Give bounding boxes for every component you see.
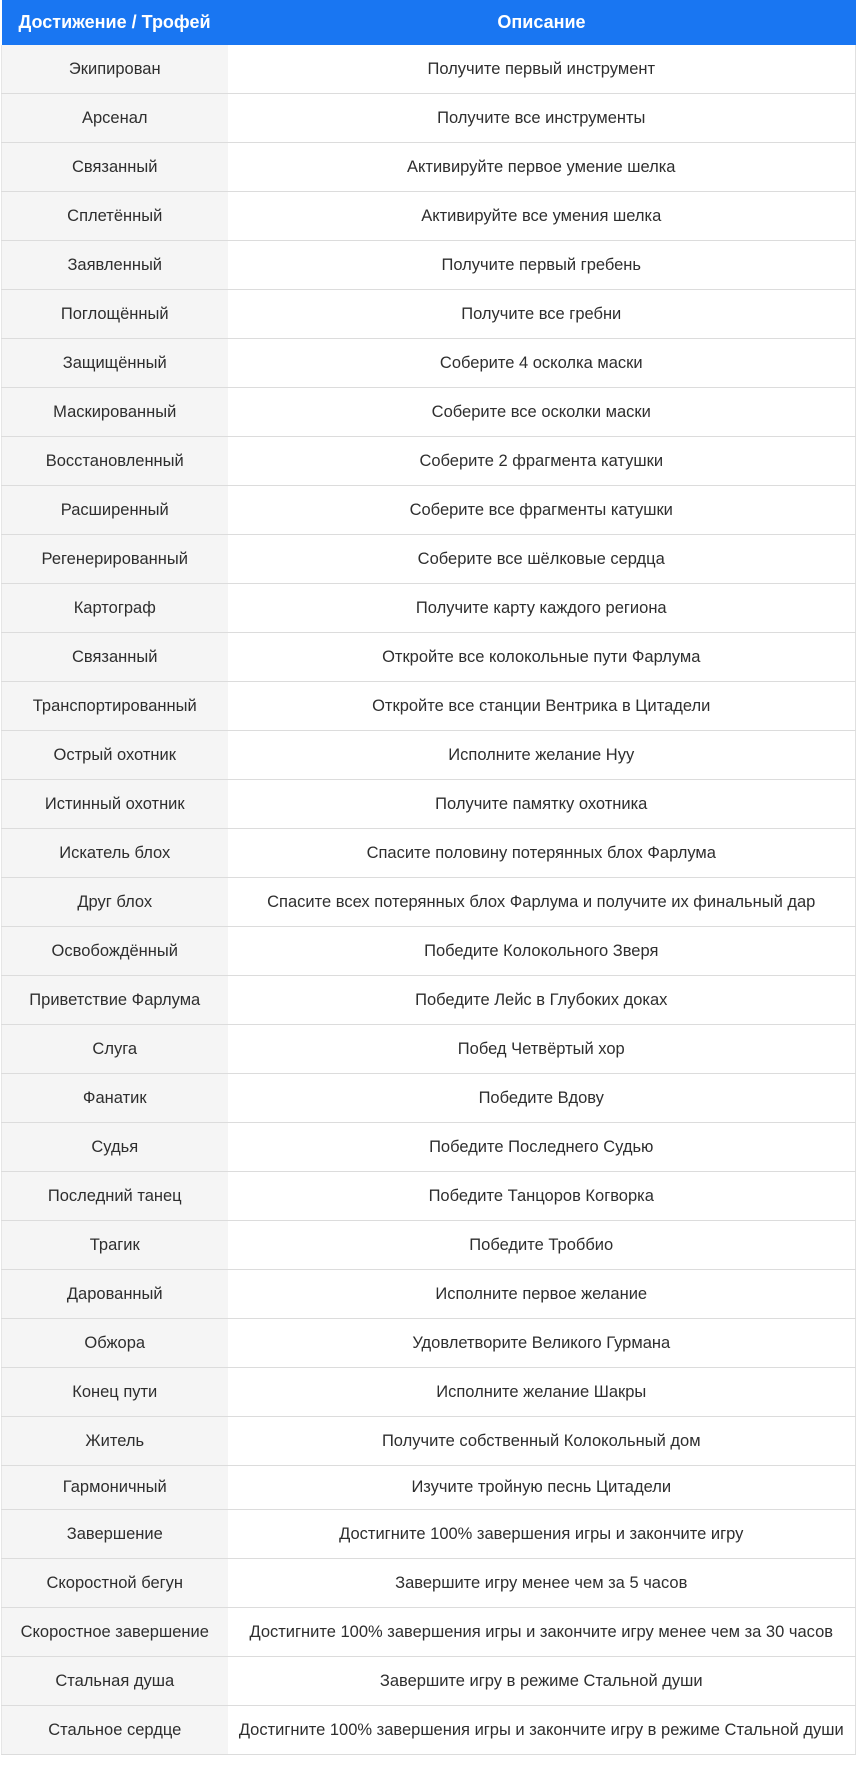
achievement-description-cell: Победите Троббио [228,1221,856,1270]
achievement-name-cell: Скоростное завершение [2,1608,228,1657]
table-row [2,1025,856,1074]
achievement-description-cell: Достигните 100% завершения игры и закончите игру менее чем за 30 часов [228,1608,856,1657]
table-row [2,1123,856,1172]
achievement-name-cell: Картограф [2,584,228,633]
achievement-name-cell: Регенерированный [2,535,228,584]
achievement-description-cell: Получите все инструменты [228,94,856,143]
achievement-name-cell: Слуга [2,1025,228,1074]
achievement-description-cell: Получите памятку охотника [228,780,856,829]
table-row [2,45,856,94]
table-row [2,1510,856,1559]
achievement-name-cell: Стальная душа [2,1657,228,1706]
table-row [2,143,856,192]
achievement-name-cell: Искатель блох [2,829,228,878]
table-row [2,780,856,829]
achievement-name-cell: Истинный охотник [2,780,228,829]
achievement-name-cell: Защищённый [2,339,228,388]
table-row [2,927,856,976]
achievement-description-cell: Соберите 2 фрагмента катушки [228,437,856,486]
achievement-description-cell: Активируйте все умения шелка [228,192,856,241]
achievement-name-cell: Связанный [2,633,228,682]
achievement-description-cell: Достигните 100% завершения игры и закончите игру [228,1510,856,1559]
table-row [2,1417,856,1466]
achievement-description-cell: Победите Танцоров Когворка [228,1172,856,1221]
table-row [2,1559,856,1608]
table-row [2,1172,856,1221]
achievement-name-cell: Маскированный [2,388,228,437]
table-row [2,192,856,241]
achievement-description-cell: Удовлетворите Великого Гурмана [228,1319,856,1368]
achievement-name-cell: Обжора [2,1319,228,1368]
table-row [2,339,856,388]
achievement-description-cell: Получите первый гребень [228,241,856,290]
achievement-name-cell: Конец пути [2,1368,228,1417]
achievement-description-cell: Победите Колокольного Зверя [228,927,856,976]
achievement-description-cell: Активируйте первое умение шелка [228,143,856,192]
table-body [2,45,856,1755]
table-row [2,633,856,682]
achievement-name-cell: Поглощённый [2,290,228,339]
achievement-description-cell: Получите все гребни [228,290,856,339]
achievement-description-cell: Соберите все шёлковые сердца [228,535,856,584]
table-row [2,584,856,633]
table-row [2,1270,856,1319]
achievement-description-cell: Спасите всех потерянных блох Фарлума и получите их финальный дар [228,878,856,927]
achievement-name-cell: Восстановленный [2,437,228,486]
achievement-name-cell: Арсенал [2,94,228,143]
table-row [2,1657,856,1706]
achievement-name-cell: Связанный [2,143,228,192]
achievement-description-cell: Побед Четвёртый хор [228,1025,856,1074]
table-row [2,388,856,437]
achievement-description-cell: Откройте все колокольные пути Фарлума [228,633,856,682]
achievement-description-cell: Соберите все фрагменты катушки [228,486,856,535]
achievement-description-cell: Исполните первое желание [228,1270,856,1319]
achievement-description-cell: Победите Лейс в Глубоких доках [228,976,856,1025]
achievement-name-cell: Расширенный [2,486,228,535]
table-row [2,241,856,290]
achievement-description-cell: Победите Последнего Судью [228,1123,856,1172]
achievement-description-cell: Исполните желание Шакры [228,1368,856,1417]
achievement-name-cell: Гармоничный [2,1466,228,1510]
achievement-description-cell: Откройте все станции Вентрика в Цитадели [228,682,856,731]
table-header-row [2,0,856,45]
table-row [2,1074,856,1123]
achievement-name-cell: Заявленный [2,241,228,290]
achievement-name-cell: Экипирован [2,45,228,94]
achievement-description-cell: Получите собственный Колокольный дом [228,1417,856,1466]
achievement-name-cell: Сплетённый [2,192,228,241]
table-row [2,1221,856,1270]
achievement-name-cell: Фанатик [2,1074,228,1123]
achievement-description-cell: Завершите игру менее чем за 5 часов [228,1559,856,1608]
table-row [2,829,856,878]
achievement-name-cell: Стальное сердце [2,1706,228,1755]
achievement-name-cell: Острый охотник [2,731,228,780]
achievement-description-cell: Завершите игру в режиме Стальной души [228,1657,856,1706]
achievement-name-cell: Скоростной бегун [2,1559,228,1608]
achievement-description-cell: Исполните желание Нуу [228,731,856,780]
table-row [2,535,856,584]
achievement-name-cell: Друг блох [2,878,228,927]
table-row [2,290,856,339]
achievements-table [1,0,856,1755]
achievement-name-cell: Приветствие Фарлума [2,976,228,1025]
column-header-description: Описание [228,0,856,45]
achievement-description-cell: Получите карту каждого региона [228,584,856,633]
table-row [2,1466,856,1510]
column-header-achievement: Достижение / Трофей [2,0,228,45]
achievement-name-cell: Судья [2,1123,228,1172]
achievement-name-cell: Последний танец [2,1172,228,1221]
achievement-name-cell: Трагик [2,1221,228,1270]
achievement-description-cell: Соберите все осколки маски [228,388,856,437]
table-row [2,878,856,927]
table-row [2,1368,856,1417]
achievement-description-cell: Победите Вдову [228,1074,856,1123]
achievement-description-cell: Достигните 100% завершения игры и закончите игру в режиме Стальной души [228,1706,856,1755]
table-row [2,731,856,780]
table-row [2,682,856,731]
achievement-description-cell: Соберите 4 осколка маски [228,339,856,388]
table-row [2,1608,856,1657]
achievement-name-cell: Житель [2,1417,228,1466]
achievement-description-cell: Изучите тройную песнь Цитадели [228,1466,856,1510]
table-row [2,94,856,143]
table-row [2,1319,856,1368]
achievement-name-cell: Освобождённый [2,927,228,976]
achievement-description-cell: Спасите половину потерянных блох Фарлума [228,829,856,878]
achievement-description-cell: Получите первый инструмент [228,45,856,94]
achievement-name-cell: Завершение [2,1510,228,1559]
achievement-name-cell: Дарованный [2,1270,228,1319]
achievement-name-cell: Транспортированный [2,682,228,731]
table-row [2,1706,856,1755]
table-row [2,976,856,1025]
table-row [2,437,856,486]
table-row [2,486,856,535]
